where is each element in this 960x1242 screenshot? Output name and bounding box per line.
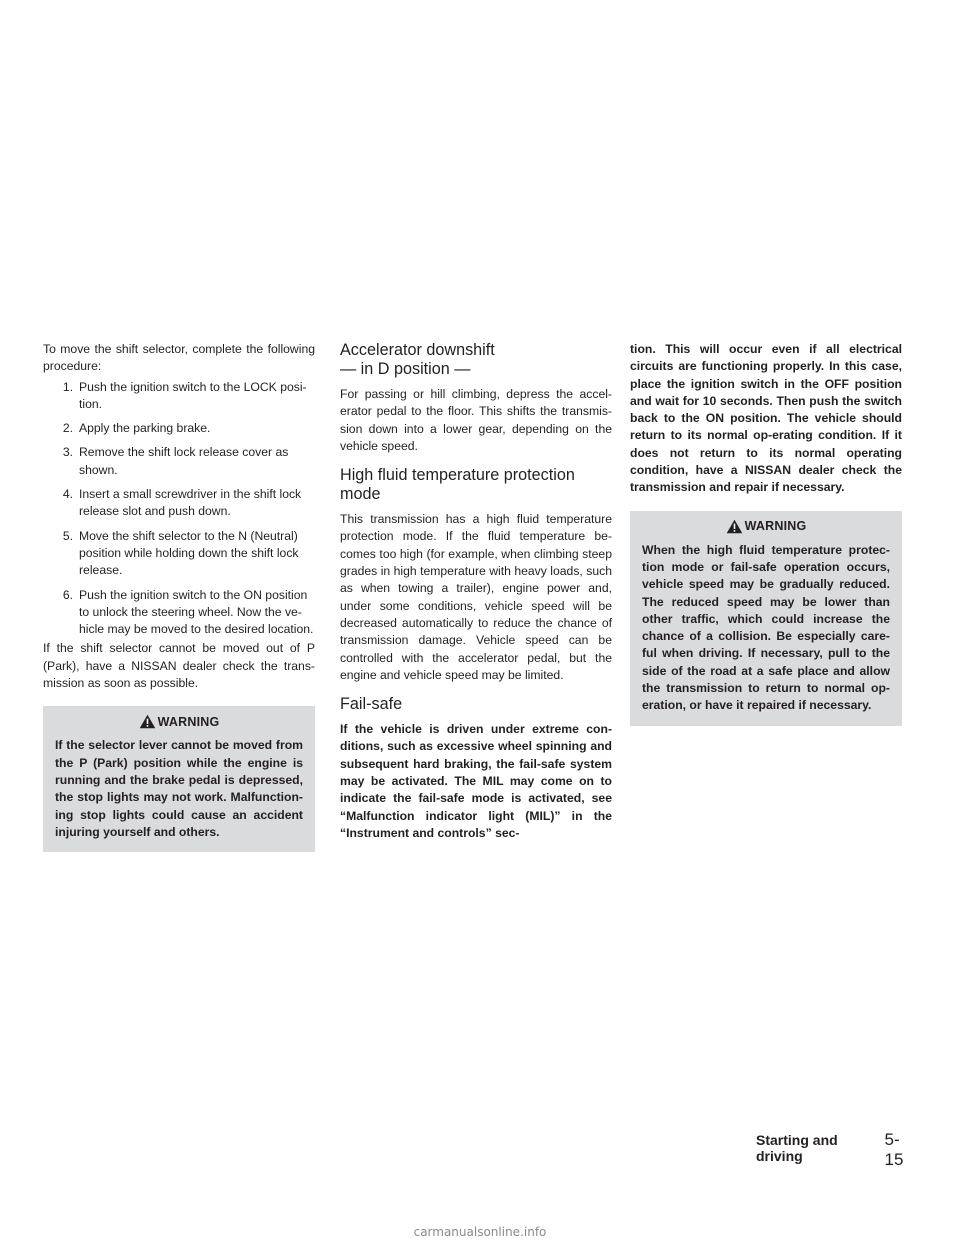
- heading-line: — in D position —: [340, 360, 471, 378]
- page-footer: [756, 1130, 916, 1170]
- step-number: 1.: [62, 379, 73, 394]
- step-number: 3.: [62, 445, 73, 460]
- step-text: Remove the shift lock release cover as shown.: [79, 445, 289, 477]
- warning-title: WARNING: [157, 714, 220, 729]
- step-number: 4.: [62, 487, 73, 502]
- heading-line: Accelerator downshift: [340, 341, 495, 359]
- step-text: Push the ignition switch to the LOCK posi-tion.: [79, 379, 307, 411]
- shift-selector-note: If the shift selector cannot be moved out of P (Park), have a NISSAN dealer check the trans-mission as soon as possible.: [43, 641, 315, 691]
- warning-header: [55, 714, 303, 729]
- list-item: [43, 379, 315, 414]
- fail-safe-continued-paragraph: tion. This will occur even if all electrical circuits are functioning properly. In this case, place the ignition switch in the OFF position and wait for 10 seconds. Then push the switch back to the ON position. The vehicle should return to its normal op-erating condition. If it does not return to its normal operating condition, have a NISSAN dealer check the transmission and repair if necessary.: [630, 342, 902, 495]
- step-text: Apply the parking brake.: [79, 421, 211, 436]
- page-number: 5-15: [884, 1130, 904, 1169]
- fluid-temperature-paragraph: This transmission has a high fluid temperature protection mode. If the fluid temperature be-comes too high (for example, when climbing steep grades in high temperature with heavy loads, such as when towing a trailer), engine power and, under some conditions, vehicle speed will be decreased automatically to reduce the chance of transmission damage. Vehicle speed can be controlled with the accelerator pedal, but the engine and vehicle speed may be limited.: [340, 512, 612, 682]
- fail-safe-paragraph: If the vehicle is driven under extreme con-ditions, such as excessive wheel spinning and subsequent hard braking, the fail-safe system may be activated. The MIL may come on to indicate the fail-safe mode is activated, see “Malfunction indicator light (MIL)” in the “Instrument and controls” sec-: [340, 722, 612, 840]
- step-text: Insert a small screwdriver in the shift lock release slot and push down.: [79, 487, 302, 519]
- column-right: [630, 341, 902, 726]
- warning-text: If the selector lever cannot be moved from the P (Park) position while the engine is running and the brake pedal is depressed, the stop lights may not work. Malfunction-ing stop lights could cause an accident injuring yourself and others.: [55, 738, 303, 839]
- column-middle: [340, 341, 612, 842]
- column-left: [43, 341, 315, 852]
- heading-accelerator-downshift: [340, 341, 612, 379]
- watermark: carmanualsonline.info: [413, 1225, 547, 1239]
- accelerator-paragraph: For passing or hill climbing, depress the accel-erator pedal to the floor. This shifts the transmis-sion down into a lower gear, depending on the vehicle speed.: [340, 387, 612, 453]
- intro-paragraph: To move the shift selector, complete the following procedure:: [43, 342, 315, 374]
- section-name: Starting and driving: [756, 1132, 838, 1164]
- warning-icon: [726, 519, 743, 534]
- heading-fail-safe: Fail-safe: [340, 695, 403, 714]
- list-item: [43, 420, 315, 437]
- step-number: 2.: [62, 421, 73, 436]
- warning-icon: [139, 714, 156, 729]
- list-item: [43, 587, 315, 639]
- heading-high-fluid-temperature: [340, 466, 612, 504]
- warning-text: When the high fluid temperature protec-tion mode or fail-safe operation occurs, vehicle speed may be gradually reduced. The reduced speed may be lower than other traffic, which could increase the chance of a collision. Be especially care-ful when driving. If necessary, pull to the side of the road at a safe place and allow the transmission to return to normal op-eration, or have it repaired if necessary.: [642, 542, 890, 713]
- list-item: [43, 486, 315, 521]
- step-number: 5.: [62, 528, 73, 543]
- step-text: Move the shift selector to the N (Neutral) position while holding down the shift lock release.: [79, 528, 299, 578]
- warning-box: [43, 706, 315, 852]
- warning-box: [630, 511, 902, 726]
- warning-header: [642, 519, 890, 534]
- list-item: [43, 528, 315, 580]
- heading-line: High fluid temperature protection: [340, 466, 575, 485]
- list-item: [43, 444, 315, 479]
- step-text: Push the ignition switch to the ON position to unlock the steering wheel. Now the ve-hicle may be moved to the desired location.: [79, 587, 314, 637]
- procedure-list: [43, 379, 315, 639]
- warning-title: WARNING: [744, 519, 807, 534]
- step-number: 6.: [62, 587, 73, 602]
- heading-line: mode: [340, 485, 381, 504]
